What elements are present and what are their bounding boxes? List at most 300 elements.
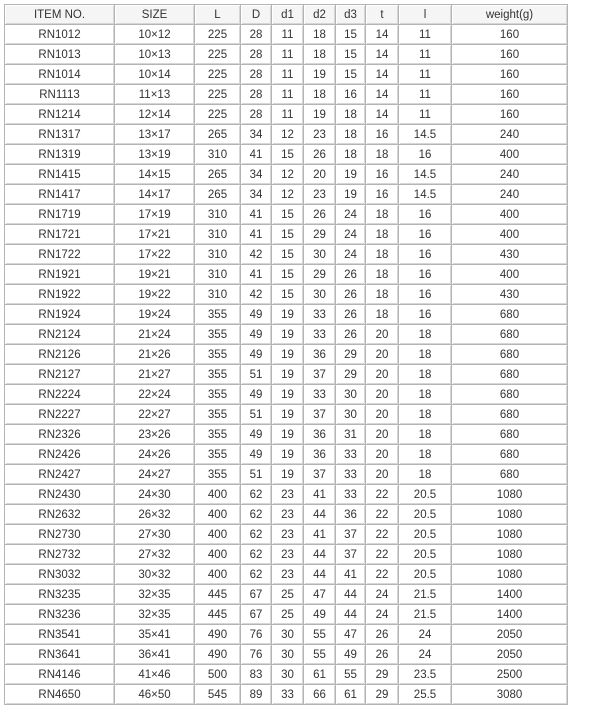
d-cell: 49 <box>241 325 272 345</box>
t-cell: 18 <box>366 245 399 265</box>
t-cell: 14 <box>366 45 399 65</box>
lowercase-l-cell: 24 <box>399 645 452 665</box>
d2-cell: 18 <box>304 25 336 45</box>
t-cell: 22 <box>366 485 399 505</box>
l-cell: 355 <box>195 465 241 485</box>
l-cell: 355 <box>195 445 241 465</box>
l-cell: 400 <box>195 545 241 565</box>
column-header-l: L <box>195 5 241 25</box>
table-row <box>5 145 568 165</box>
d2-cell: 41 <box>304 525 336 545</box>
table-row <box>5 105 568 125</box>
d1-cell: 19 <box>272 385 304 405</box>
lowercase-l-cell: 16 <box>399 245 452 265</box>
l-cell: 445 <box>195 585 241 605</box>
t-cell: 14 <box>366 85 399 105</box>
l-cell: 225 <box>195 45 241 65</box>
d2-cell: 36 <box>304 445 336 465</box>
size-cell: 14×15 <box>115 165 195 185</box>
lowercase-l-cell: 11 <box>399 65 452 85</box>
size-cell: 14×17 <box>115 185 195 205</box>
size-cell: 21×26 <box>115 345 195 365</box>
weight-cell: 400 <box>452 145 568 165</box>
d3-cell: 15 <box>336 45 366 65</box>
d1-cell: 23 <box>272 565 304 585</box>
item-no-cell: RN2732 <box>5 545 115 565</box>
t-cell: 24 <box>366 585 399 605</box>
table-row <box>5 185 568 205</box>
table-row <box>5 385 568 405</box>
d2-cell: 30 <box>304 245 336 265</box>
d-cell: 34 <box>241 125 272 145</box>
t-cell: 26 <box>366 625 399 645</box>
d1-cell: 19 <box>272 425 304 445</box>
t-cell: 29 <box>366 685 399 705</box>
t-cell: 20 <box>366 465 399 485</box>
d-cell: 76 <box>241 625 272 645</box>
t-cell: 14 <box>366 105 399 125</box>
weight-cell: 680 <box>452 465 568 485</box>
d1-cell: 23 <box>272 505 304 525</box>
d2-cell: 23 <box>304 125 336 145</box>
weight-cell: 240 <box>452 125 568 145</box>
d1-cell: 23 <box>272 485 304 505</box>
d-cell: 49 <box>241 345 272 365</box>
lowercase-l-cell: 11 <box>399 45 452 65</box>
lowercase-l-cell: 23.5 <box>399 665 452 685</box>
d3-cell: 19 <box>336 165 366 185</box>
d3-cell: 61 <box>336 685 366 705</box>
d3-cell: 29 <box>336 345 366 365</box>
lowercase-l-cell: 11 <box>399 25 452 45</box>
d1-cell: 23 <box>272 545 304 565</box>
t-cell: 22 <box>366 565 399 585</box>
d1-cell: 12 <box>272 185 304 205</box>
weight-cell: 1400 <box>452 605 568 625</box>
d3-cell: 44 <box>336 605 366 625</box>
table-row <box>5 305 568 325</box>
table-row <box>5 345 568 365</box>
item-no-cell: RN1214 <box>5 105 115 125</box>
l-cell: 310 <box>195 205 241 225</box>
l-cell: 310 <box>195 265 241 285</box>
d2-cell: 37 <box>304 365 336 385</box>
d3-cell: 26 <box>336 305 366 325</box>
t-cell: 18 <box>366 265 399 285</box>
weight-cell: 680 <box>452 385 568 405</box>
item-no-cell: RN2124 <box>5 325 115 345</box>
item-no-cell: RN3032 <box>5 565 115 585</box>
column-header-d2: d2 <box>304 5 336 25</box>
size-cell: 11×13 <box>115 85 195 105</box>
d2-cell: 19 <box>304 65 336 85</box>
weight-cell: 240 <box>452 165 568 185</box>
item-no-cell: RN1014 <box>5 65 115 85</box>
weight-cell: 2500 <box>452 665 568 685</box>
l-cell: 310 <box>195 245 241 265</box>
l-cell: 265 <box>195 185 241 205</box>
spec-table-container <box>4 4 568 705</box>
d3-cell: 37 <box>336 525 366 545</box>
table-row <box>5 485 568 505</box>
d-cell: 41 <box>241 225 272 245</box>
lowercase-l-cell: 20.5 <box>399 525 452 545</box>
table-row <box>5 505 568 525</box>
item-no-cell: RN4146 <box>5 665 115 685</box>
d-cell: 62 <box>241 545 272 565</box>
weight-cell: 1080 <box>452 505 568 525</box>
d-cell: 49 <box>241 445 272 465</box>
d-cell: 49 <box>241 385 272 405</box>
lowercase-l-cell: 14.5 <box>399 125 452 145</box>
lowercase-l-cell: 21.5 <box>399 605 452 625</box>
weight-cell: 1080 <box>452 545 568 565</box>
lowercase-l-cell: 14.5 <box>399 185 452 205</box>
size-cell: 22×27 <box>115 405 195 425</box>
d3-cell: 24 <box>336 245 366 265</box>
d1-cell: 25 <box>272 605 304 625</box>
lowercase-l-cell: 18 <box>399 365 452 385</box>
weight-cell: 160 <box>452 105 568 125</box>
d3-cell: 33 <box>336 485 366 505</box>
column-header-d3: d3 <box>336 5 366 25</box>
d2-cell: 33 <box>304 305 336 325</box>
l-cell: 355 <box>195 385 241 405</box>
size-cell: 32×35 <box>115 605 195 625</box>
d-cell: 62 <box>241 485 272 505</box>
l-cell: 225 <box>195 105 241 125</box>
item-no-cell: RN2730 <box>5 525 115 545</box>
lowercase-l-cell: 11 <box>399 105 452 125</box>
size-cell: 22×24 <box>115 385 195 405</box>
weight-cell: 680 <box>452 325 568 345</box>
size-cell: 35×41 <box>115 625 195 645</box>
d1-cell: 11 <box>272 105 304 125</box>
d2-cell: 23 <box>304 185 336 205</box>
d2-cell: 36 <box>304 425 336 445</box>
l-cell: 445 <box>195 605 241 625</box>
l-cell: 225 <box>195 85 241 105</box>
size-cell: 17×19 <box>115 205 195 225</box>
lowercase-l-cell: 14.5 <box>399 165 452 185</box>
table-row <box>5 465 568 485</box>
d3-cell: 47 <box>336 625 366 645</box>
weight-cell: 680 <box>452 405 568 425</box>
item-no-cell: RN3235 <box>5 585 115 605</box>
lowercase-l-cell: 20.5 <box>399 505 452 525</box>
d2-cell: 29 <box>304 265 336 285</box>
column-header-weight: weight(g) <box>452 5 568 25</box>
table-row <box>5 65 568 85</box>
table-row <box>5 545 568 565</box>
d3-cell: 31 <box>336 425 366 445</box>
d2-cell: 20 <box>304 165 336 185</box>
l-cell: 355 <box>195 305 241 325</box>
item-no-cell: RN1921 <box>5 265 115 285</box>
l-cell: 355 <box>195 325 241 345</box>
d-cell: 62 <box>241 525 272 545</box>
d2-cell: 19 <box>304 105 336 125</box>
d3-cell: 29 <box>336 365 366 385</box>
d2-cell: 47 <box>304 585 336 605</box>
table-row <box>5 225 568 245</box>
d-cell: 51 <box>241 365 272 385</box>
weight-cell: 160 <box>452 65 568 85</box>
t-cell: 18 <box>366 225 399 245</box>
lowercase-l-cell: 18 <box>399 345 452 365</box>
size-cell: 27×32 <box>115 545 195 565</box>
d-cell: 34 <box>241 185 272 205</box>
lowercase-l-cell: 18 <box>399 445 452 465</box>
d2-cell: 18 <box>304 85 336 105</box>
l-cell: 355 <box>195 425 241 445</box>
t-cell: 14 <box>366 25 399 45</box>
d2-cell: 36 <box>304 345 336 365</box>
d-cell: 49 <box>241 305 272 325</box>
l-cell: 355 <box>195 365 241 385</box>
item-no-cell: RN1417 <box>5 185 115 205</box>
size-cell: 13×17 <box>115 125 195 145</box>
table-row <box>5 265 568 285</box>
lowercase-l-cell: 11 <box>399 85 452 105</box>
table-body <box>5 25 568 705</box>
l-cell: 265 <box>195 125 241 145</box>
l-cell: 225 <box>195 65 241 85</box>
d3-cell: 30 <box>336 385 366 405</box>
column-header-lowercase-l: l <box>399 5 452 25</box>
weight-cell: 160 <box>452 25 568 45</box>
d1-cell: 25 <box>272 585 304 605</box>
t-cell: 20 <box>366 365 399 385</box>
item-no-cell: RN1319 <box>5 145 115 165</box>
l-cell: 490 <box>195 645 241 665</box>
weight-cell: 400 <box>452 225 568 245</box>
item-no-cell: RN3641 <box>5 645 115 665</box>
d3-cell: 36 <box>336 505 366 525</box>
d-cell: 28 <box>241 45 272 65</box>
l-cell: 490 <box>195 625 241 645</box>
l-cell: 500 <box>195 665 241 685</box>
d1-cell: 15 <box>272 265 304 285</box>
d3-cell: 49 <box>336 645 366 665</box>
d3-cell: 15 <box>336 25 366 45</box>
item-no-cell: RN1317 <box>5 125 115 145</box>
d1-cell: 19 <box>272 345 304 365</box>
column-header-size: SIZE <box>115 5 195 25</box>
d-cell: 41 <box>241 145 272 165</box>
lowercase-l-cell: 24 <box>399 625 452 645</box>
d-cell: 28 <box>241 105 272 125</box>
table-row <box>5 425 568 445</box>
t-cell: 16 <box>366 185 399 205</box>
size-cell: 26×32 <box>115 505 195 525</box>
weight-cell: 680 <box>452 305 568 325</box>
column-header-t: t <box>366 5 399 25</box>
d1-cell: 19 <box>272 445 304 465</box>
size-cell: 17×22 <box>115 245 195 265</box>
item-no-cell: RN2426 <box>5 445 115 465</box>
table-row <box>5 245 568 265</box>
l-cell: 310 <box>195 225 241 245</box>
size-cell: 36×41 <box>115 645 195 665</box>
lowercase-l-cell: 16 <box>399 305 452 325</box>
t-cell: 16 <box>366 165 399 185</box>
table-row <box>5 585 568 605</box>
size-cell: 19×21 <box>115 265 195 285</box>
weight-cell: 680 <box>452 345 568 365</box>
t-cell: 18 <box>366 285 399 305</box>
d-cell: 28 <box>241 85 272 105</box>
l-cell: 400 <box>195 505 241 525</box>
d3-cell: 37 <box>336 545 366 565</box>
table-row <box>5 665 568 685</box>
item-no-cell: RN2227 <box>5 405 115 425</box>
item-no-cell: RN1719 <box>5 205 115 225</box>
t-cell: 20 <box>366 385 399 405</box>
weight-cell: 680 <box>452 445 568 465</box>
l-cell: 545 <box>195 685 241 705</box>
d-cell: 42 <box>241 245 272 265</box>
d-cell: 76 <box>241 645 272 665</box>
size-cell: 10×14 <box>115 65 195 85</box>
l-cell: 355 <box>195 405 241 425</box>
d3-cell: 18 <box>336 125 366 145</box>
size-cell: 41×46 <box>115 665 195 685</box>
table-row <box>5 125 568 145</box>
item-no-cell: RN1721 <box>5 225 115 245</box>
d1-cell: 11 <box>272 65 304 85</box>
t-cell: 20 <box>366 325 399 345</box>
d1-cell: 19 <box>272 465 304 485</box>
lowercase-l-cell: 18 <box>399 425 452 445</box>
d1-cell: 15 <box>272 225 304 245</box>
d1-cell: 11 <box>272 25 304 45</box>
d-cell: 83 <box>241 665 272 685</box>
weight-cell: 400 <box>452 205 568 225</box>
t-cell: 18 <box>366 145 399 165</box>
weight-cell: 160 <box>452 85 568 105</box>
column-header-item-no: ITEM NO. <box>5 5 115 25</box>
d1-cell: 19 <box>272 305 304 325</box>
lowercase-l-cell: 16 <box>399 285 452 305</box>
size-cell: 17×21 <box>115 225 195 245</box>
d3-cell: 15 <box>336 65 366 85</box>
size-cell: 23×26 <box>115 425 195 445</box>
spec-table <box>4 4 568 705</box>
lowercase-l-cell: 25.5 <box>399 685 452 705</box>
d2-cell: 66 <box>304 685 336 705</box>
t-cell: 20 <box>366 345 399 365</box>
d1-cell: 15 <box>272 285 304 305</box>
item-no-cell: RN2224 <box>5 385 115 405</box>
d-cell: 42 <box>241 285 272 305</box>
weight-cell: 2050 <box>452 645 568 665</box>
d2-cell: 29 <box>304 225 336 245</box>
d3-cell: 26 <box>336 285 366 305</box>
lowercase-l-cell: 20.5 <box>399 565 452 585</box>
d2-cell: 41 <box>304 485 336 505</box>
item-no-cell: RN4650 <box>5 685 115 705</box>
d2-cell: 37 <box>304 405 336 425</box>
d-cell: 67 <box>241 585 272 605</box>
d1-cell: 15 <box>272 245 304 265</box>
d3-cell: 24 <box>336 225 366 245</box>
table-row <box>5 405 568 425</box>
item-no-cell: RN1012 <box>5 25 115 45</box>
lowercase-l-cell: 20.5 <box>399 545 452 565</box>
item-no-cell: RN2430 <box>5 485 115 505</box>
header-row <box>5 5 568 25</box>
table-row <box>5 25 568 45</box>
size-cell: 10×13 <box>115 45 195 65</box>
item-no-cell: RN2427 <box>5 465 115 485</box>
d2-cell: 26 <box>304 145 336 165</box>
d1-cell: 30 <box>272 665 304 685</box>
d1-cell: 23 <box>272 525 304 545</box>
table-row <box>5 645 568 665</box>
lowercase-l-cell: 18 <box>399 465 452 485</box>
d3-cell: 30 <box>336 405 366 425</box>
d1-cell: 33 <box>272 685 304 705</box>
t-cell: 22 <box>366 505 399 525</box>
d3-cell: 41 <box>336 565 366 585</box>
size-cell: 24×26 <box>115 445 195 465</box>
lowercase-l-cell: 18 <box>399 385 452 405</box>
d2-cell: 30 <box>304 285 336 305</box>
weight-cell: 1080 <box>452 565 568 585</box>
l-cell: 310 <box>195 145 241 165</box>
column-header-d: D <box>241 5 272 25</box>
d-cell: 62 <box>241 505 272 525</box>
item-no-cell: RN1113 <box>5 85 115 105</box>
d1-cell: 11 <box>272 45 304 65</box>
weight-cell: 400 <box>452 265 568 285</box>
table-row <box>5 445 568 465</box>
d-cell: 41 <box>241 265 272 285</box>
size-cell: 19×24 <box>115 305 195 325</box>
item-no-cell: RN2126 <box>5 345 115 365</box>
d-cell: 62 <box>241 565 272 585</box>
d3-cell: 33 <box>336 445 366 465</box>
lowercase-l-cell: 18 <box>399 325 452 345</box>
d1-cell: 30 <box>272 625 304 645</box>
d3-cell: 24 <box>336 205 366 225</box>
d3-cell: 33 <box>336 465 366 485</box>
t-cell: 18 <box>366 205 399 225</box>
d2-cell: 33 <box>304 325 336 345</box>
weight-cell: 430 <box>452 245 568 265</box>
d3-cell: 26 <box>336 265 366 285</box>
d-cell: 89 <box>241 685 272 705</box>
d1-cell: 15 <box>272 205 304 225</box>
item-no-cell: RN1722 <box>5 245 115 265</box>
d1-cell: 12 <box>272 125 304 145</box>
t-cell: 20 <box>366 405 399 425</box>
item-no-cell: RN2632 <box>5 505 115 525</box>
d2-cell: 44 <box>304 545 336 565</box>
table-row <box>5 365 568 385</box>
d1-cell: 19 <box>272 365 304 385</box>
l-cell: 400 <box>195 525 241 545</box>
d3-cell: 55 <box>336 665 366 685</box>
d2-cell: 55 <box>304 645 336 665</box>
t-cell: 18 <box>366 305 399 325</box>
d1-cell: 12 <box>272 165 304 185</box>
item-no-cell: RN2127 <box>5 365 115 385</box>
table-row <box>5 325 568 345</box>
d1-cell: 11 <box>272 85 304 105</box>
d-cell: 51 <box>241 465 272 485</box>
